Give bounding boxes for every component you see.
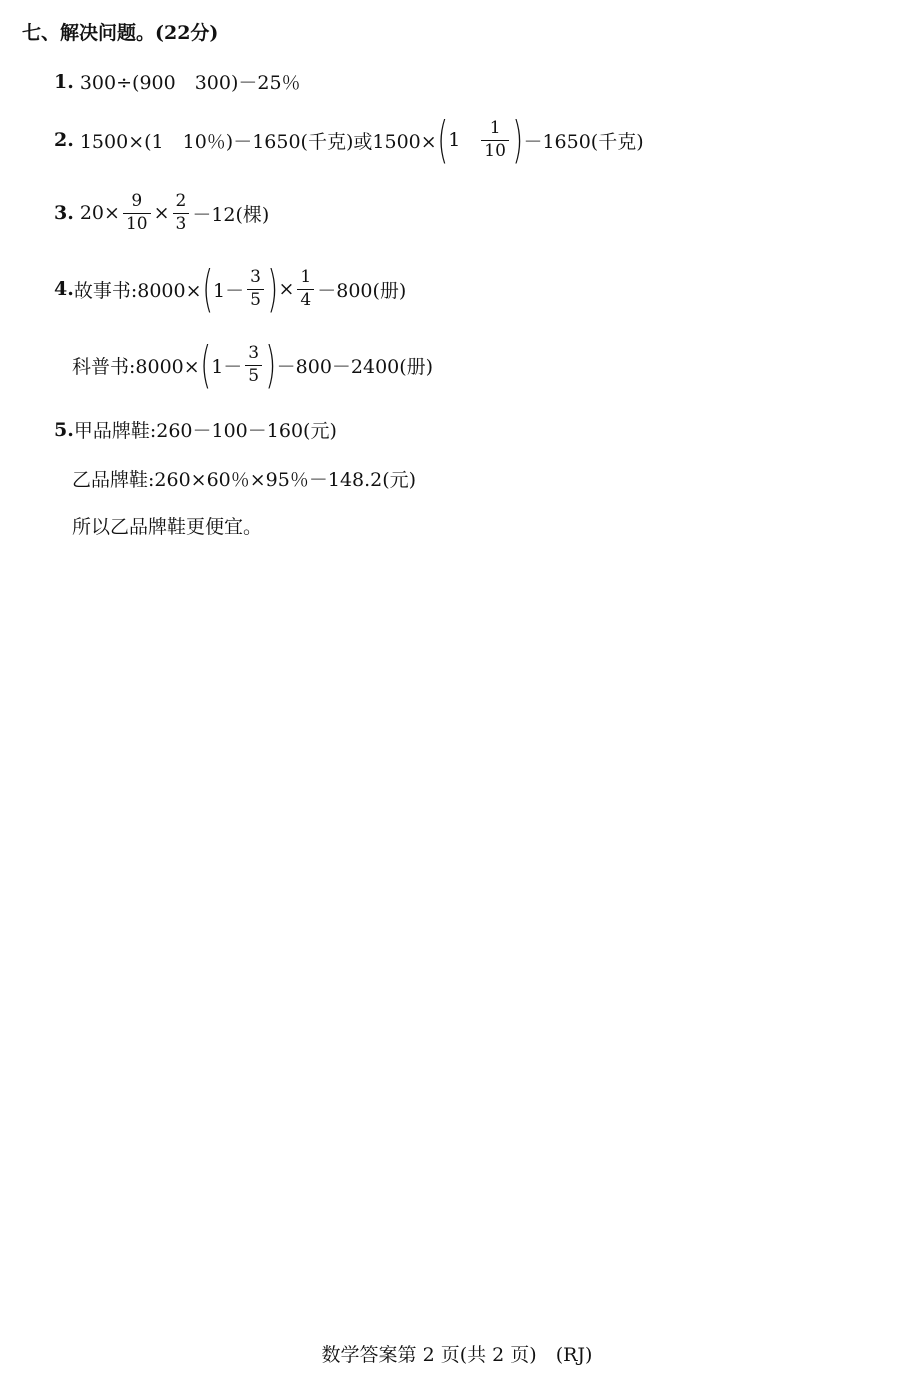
answer-3-part-b: ×: [153, 202, 170, 225]
answer-3-fraction-1: [123, 192, 151, 234]
answer-4-number: 4.: [54, 278, 74, 300]
answer-2: [54, 111, 644, 169]
fraction-numerator: 1: [489, 117, 501, 138]
fraction-numerator: 2: [175, 191, 187, 211]
answer-4-line-2: [72, 336, 434, 394]
answer-2-paren-open: (: [437, 111, 448, 169]
answer-2-part-a: 1500×(1 10％)－1650(千克)或1500×: [79, 130, 437, 153]
answer-2-part-c: －1650(千克): [523, 130, 644, 153]
fraction-numerator: 3: [250, 266, 261, 287]
answer-1: [54, 68, 301, 95]
answer-1-number: 1.: [54, 70, 74, 93]
fraction-denominator: 3: [173, 213, 190, 235]
page-footer: 数学答案第 2 页(共 2 页) (RJ): [321, 1344, 593, 1366]
answer-1-expression: 300÷(900 300)－25％: [79, 72, 301, 94]
answer-5-line-1: [54, 416, 337, 443]
answer-4-line-2-part-c: －800－2400(册): [276, 355, 434, 378]
answer-5-line-1-text: 甲品牌鞋:260－100－160(元): [73, 420, 337, 442]
answer-3-number: 3.: [54, 202, 74, 225]
answer-4-line-2-fraction: [245, 344, 262, 386]
fraction-numerator: 9: [131, 191, 143, 211]
fraction-denominator: 10: [123, 213, 151, 235]
answer-4-line-1-part-c: ×: [278, 278, 295, 300]
answer-5-conclusion: 所以乙品牌鞋更便宜。: [72, 516, 263, 538]
fraction-numerator: 1: [300, 266, 312, 287]
section-heading: 七、解决问题。(22分): [22, 22, 219, 44]
answer-4-line-1-paren-open: (: [201, 260, 213, 318]
answer-4-line-1: [54, 260, 407, 318]
answer-4-line-1-part-d: －800(册): [317, 279, 407, 302]
answer-4-line-1-fraction-1: [247, 268, 264, 310]
answer-3-part-c: －12(棵): [192, 203, 270, 226]
answer-2-fraction: [481, 119, 509, 161]
answer-4-line-1-part-b: 1－: [213, 279, 245, 302]
answer-3: [54, 192, 269, 234]
answer-4-line-1-paren-close: ): [267, 260, 279, 318]
answer-5-line-2: 乙品牌鞋:260×60％×95％－148.2(元): [72, 469, 417, 491]
answer-4-line-2-paren-close: ): [265, 336, 277, 394]
answer-2-number: 2.: [54, 129, 74, 151]
fraction-denominator: 5: [247, 289, 264, 311]
fraction-denominator: 10: [481, 140, 509, 162]
answer-4-line-1-part-a: 故事书:8000×: [73, 279, 202, 302]
answer-3-part-a: 20×: [79, 202, 120, 225]
answer-3-fraction-2: [173, 192, 190, 234]
fraction-denominator: 4: [297, 289, 314, 311]
fraction-numerator: 3: [248, 342, 260, 363]
answer-2-part-b: 1: [448, 129, 461, 151]
answer-4-line-2-part-a: 科普书:8000×: [72, 355, 200, 378]
answer-2-paren-close: ): [512, 111, 524, 169]
answer-5-number: 5.: [54, 418, 74, 441]
answer-4-line-2-part-b: 1－: [211, 355, 243, 378]
fraction-denominator: 5: [245, 365, 262, 387]
answer-4-line-1-fraction-2: [297, 268, 314, 310]
answer-4-line-2-paren-open: (: [200, 336, 211, 394]
